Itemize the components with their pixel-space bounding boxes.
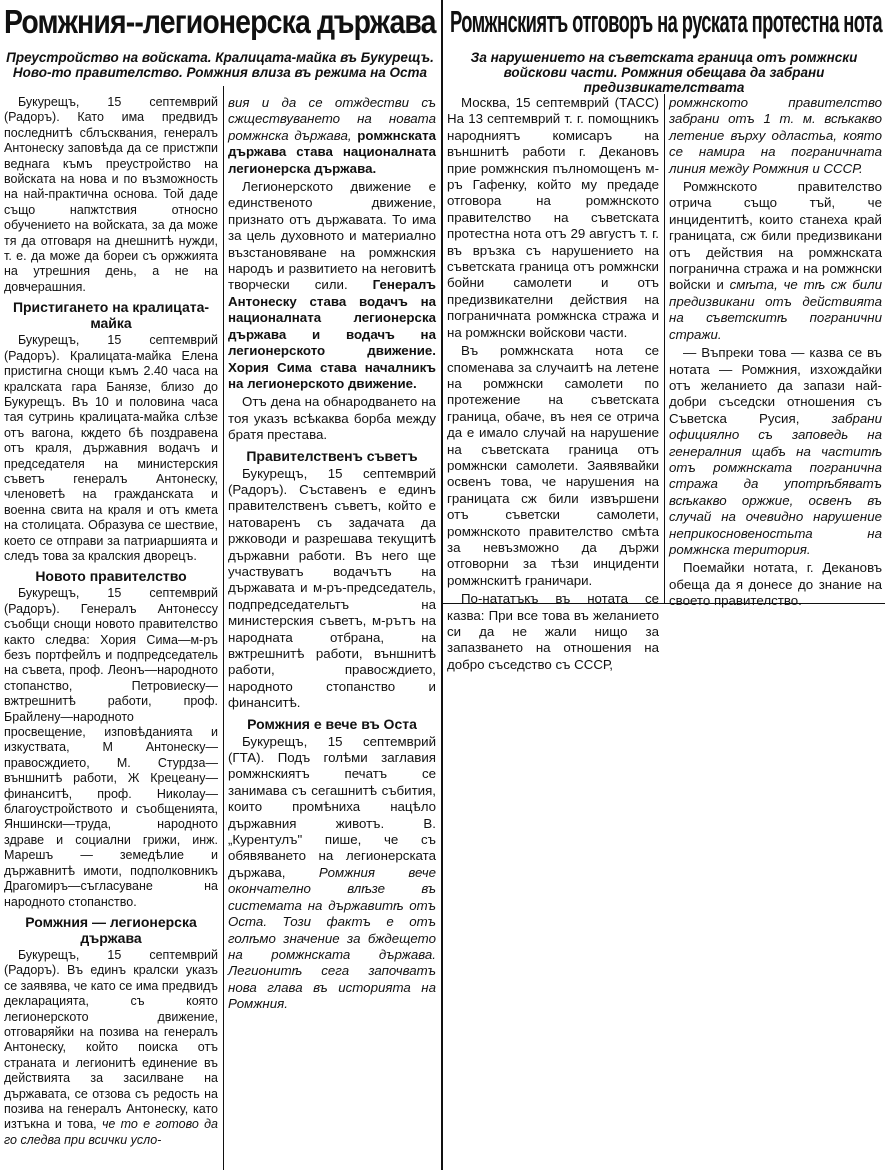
italic-run: ромжнското правителство забрани отъ 1 т. м. всѣкакво летение върху одластьа, която се намира на пограничната линия между Ромжния и СССР. bbox=[669, 95, 882, 176]
text-run: Легионерското движение е единственото движение, признато отъ държавата. То има за цель духовното и материално възстановяване на ромжнския народъ и развитието на неговитѣ творчески сили. bbox=[228, 179, 436, 293]
paragraph bbox=[228, 95, 436, 177]
italic-run: вия и да се отждестви съ сжществуването на новата ромжнска държава, bbox=[228, 95, 436, 143]
text-run: — Въпреки това — казва се въ нотата — Ромжния, изхождайки отъ желанието да запази най-добри съседски отношения съ Съветска Русия, bbox=[669, 345, 882, 426]
paragraph: Поемайки нотата, г. Декановъ обеща да я донесе до знание на своето правителство. bbox=[669, 560, 882, 609]
paragraph: Въ ромжнската нота се споменава за случаитѣ на летене на ромжнски самолети по протежение на съветската граница, обаче, въ нея се отрича да е имало случай на нарушение на съветската граница отъ ромжнски самолети. Заявявайки освенъ това, че нарушения на границата сж били извършени отъ съветски самолети, ромжнското правителство смѣта за невъзможно да държи отговорни за тѣзи инциденти ромжнскитѣ граничари. bbox=[447, 343, 659, 588]
text-run: Букурещъ, 15 септемврий (ГТА). Подъ голѣми заглавия ромжнскиятъ печатъ се занимава съ сегашнитѣ събития, които промѣниха нацѣло държавния животъ. В. „Курентулъ" пише, че съ обявяването на легионерската държава, bbox=[228, 733, 436, 880]
subheading: Ромжния — легионерска държава bbox=[25, 913, 197, 946]
subheading: Пристигането на кралицата-майка bbox=[12, 299, 210, 332]
subheading: Новото правителство bbox=[35, 568, 187, 585]
right-column-1 bbox=[447, 95, 659, 673]
left-headline: Ромжния--легионерска държава bbox=[4, 3, 436, 40]
paragraph: Букурещъ, 15 септемврий (Радоръ). Съставенъ е единъ правителственъ съветъ, който е натоваренъ съ задачата да ржководи и разрешава текущитѣ държавни работи. Въ него ще участвуватъ водачътъ на държавата и м-ръ-председатель, подпредседательтъ на министерския съветъ, м-рътъ на народната отбрана, на вжтрешнитѣ работи, външнитѣ работи, правосждието, народното стопанство и финанситѣ. bbox=[228, 465, 436, 711]
text-run: Ромжнското правителство отрича също тъй, че инцидентитѣ, които станеха край границата, сж били предизвикани отъ действия на ромжнската погранична стража и на ромжнски войски и bbox=[669, 179, 882, 293]
right-deck: За нарушението на съветската граница отъ ромжнски войскови части. Ромжния обещава да забрани предизвикателствата bbox=[470, 50, 858, 95]
paragraph: Москва, 15 септемврий (ТАСС) На 13 септемврий т. г. помощникъ народниятъ комисаръ на външнитѣ работи г. Декановъ прие ромжнския пълномощенъ м-ръ Гафенку, който му предаде отговора на ромжнското правителство на съветската протестна нота отъ 29 августъ т. г. въ връзка съ нарушението на съветската граница отъ ромжнски бойни самолети и отъ предизвикателни действия на пограничната ромжнска стража и на ромжнски войскови части. bbox=[447, 95, 659, 340]
column-rule bbox=[441, 0, 443, 1170]
italic-run: забрани официялно съ заповедь на генералния щабъ на частитѣ отъ ромжнската погранична стража да употрѣбяватъ всѣкакво оржжие, освенъ въ случай на очевидно нарушение неприкосновеностьта на ромжнска територия. bbox=[669, 410, 882, 557]
column-rule bbox=[664, 94, 665, 604]
paragraph bbox=[669, 345, 882, 558]
right-headline: Ромжнскиятъ отговоръ на руската протестна нота bbox=[450, 4, 882, 39]
paragraph: По-нататъкъ въ нотата се казва: При все това въ желанието си да не жали нищо за запазването на отношения на добро съседство съ СССР, bbox=[447, 591, 659, 672]
bold-run: Генералъ Антонеску става водачъ на националната легионерска държава и водачъ на легионерското движение. Хория Сима става началникъ на легионерското движение. bbox=[228, 277, 436, 391]
italic-run: Ромжния вече окончателно влѣзе въ системата на държавитѣ отъ Оста. Този фактъ е отъ голѣмо значение за бждещето на ромжнската държава. Легионитѣ сега започватъ нова глава въ историята на Ромжния. bbox=[228, 864, 436, 1012]
italic-run: смѣта, че тѣ сж били предизвикани отъ действията на съветскитѣ погранични стражи. bbox=[669, 277, 882, 342]
text-run: Букурещъ, 15 септемврий (Радоръ). Въ единъ кралски указъ се заявява, че като се има предвидъ декларацията, съ която легионерското движение, отговаряйки на позива на генералъ Антонеску, който поиска отъ страната и легионитѣ единение въ действията за засилване на държавата, се отзова съ редость на позива на генералъ Антонеску, като изтъкна и това, bbox=[4, 947, 218, 1132]
paragraph: Букурещъ, 15 септемврий (Радоръ). Кралицата-майка Елена пристигна снощи къмъ 2.40 часа на кралската гара Банязе, близо до Букурещъ. Въ 10 и половина часа тая сутринь кралицата-майка слѣзе отъ вагона, кждето бѣ поздравена отъ краля, държавния водачъ и председателя на министерския съветъ генералъ Антонеску, членоветѣ на гражданската и военна свита на краля и отъ кмета на столицата. Образува се шествие, което се отправи за патриаршията и следъ това за кралския дворецъ. bbox=[4, 333, 218, 563]
paragraph bbox=[228, 179, 436, 392]
paragraph bbox=[669, 95, 882, 177]
left-deck: Преустройство на войската. Кралицата-майка въ Букурещъ. Ново-то правителство. Ромжния влиза въ режима на Оста bbox=[6, 50, 434, 80]
paragraph: Отъ дена на обнародването на тоя указъ всѣкаква борба между братя престава. bbox=[228, 394, 436, 443]
column-rule bbox=[223, 86, 224, 1170]
right-column-2 bbox=[669, 95, 882, 610]
subheading: Ромжния е вече въ Оста bbox=[247, 715, 417, 732]
subheading: Правителственъ съветъ bbox=[246, 447, 418, 464]
paragraph bbox=[228, 734, 436, 1013]
paragraph bbox=[669, 179, 882, 343]
bold-run: ромжнската държава става националната легионерска държава. bbox=[228, 127, 436, 176]
left-column-2 bbox=[228, 95, 436, 1013]
paragraph: Букурещъ, 15 септемврий (Радоръ). Като има предвидъ последнитѣ сблъсквания, генералъ Антонеску заповѣда да се пристжпи веднага къмъ преустройство на войската на нова и по възможность на най-практична основа. Той даде също напжтствия относно обучението на войската, за да може тя да отговаря на днешнитѣ нужди, т. е. да може да бореи съ оржжията на утрешния день, а не на довчерашния. bbox=[4, 95, 218, 294]
italic-run: че то е готово да го следва при всички усло- bbox=[4, 1117, 218, 1147]
paragraph bbox=[4, 948, 218, 1148]
paragraph: Букурещъ, 15 септемврий (Радоръ). Генералъ Антонессу съобщи снощи новото правителство както следва: Хория Сима—м-ръ безъ портфейлъ и подпредседатель на съвета, проф. Леонъ—народното стопанство, Петровиеску—вжтрешнитѣ работи, проф. Брайлену—народното просвещение, изповѣданията и изкуствата, М Антонеску—правосждието, М. Стурдза—външнитѣ работи, Ж Крецеану—финанситѣ, проф. Николау—благоустройството и съобщенията, Яншински—труда, народното здраве и социални грижи, инж. Марешъ — земедѣлие и държавнитѣ имоти, подполковникъ Драгомиръ—съгласуване на народното стопанство. bbox=[4, 586, 218, 909]
left-column-1 bbox=[4, 95, 218, 1148]
